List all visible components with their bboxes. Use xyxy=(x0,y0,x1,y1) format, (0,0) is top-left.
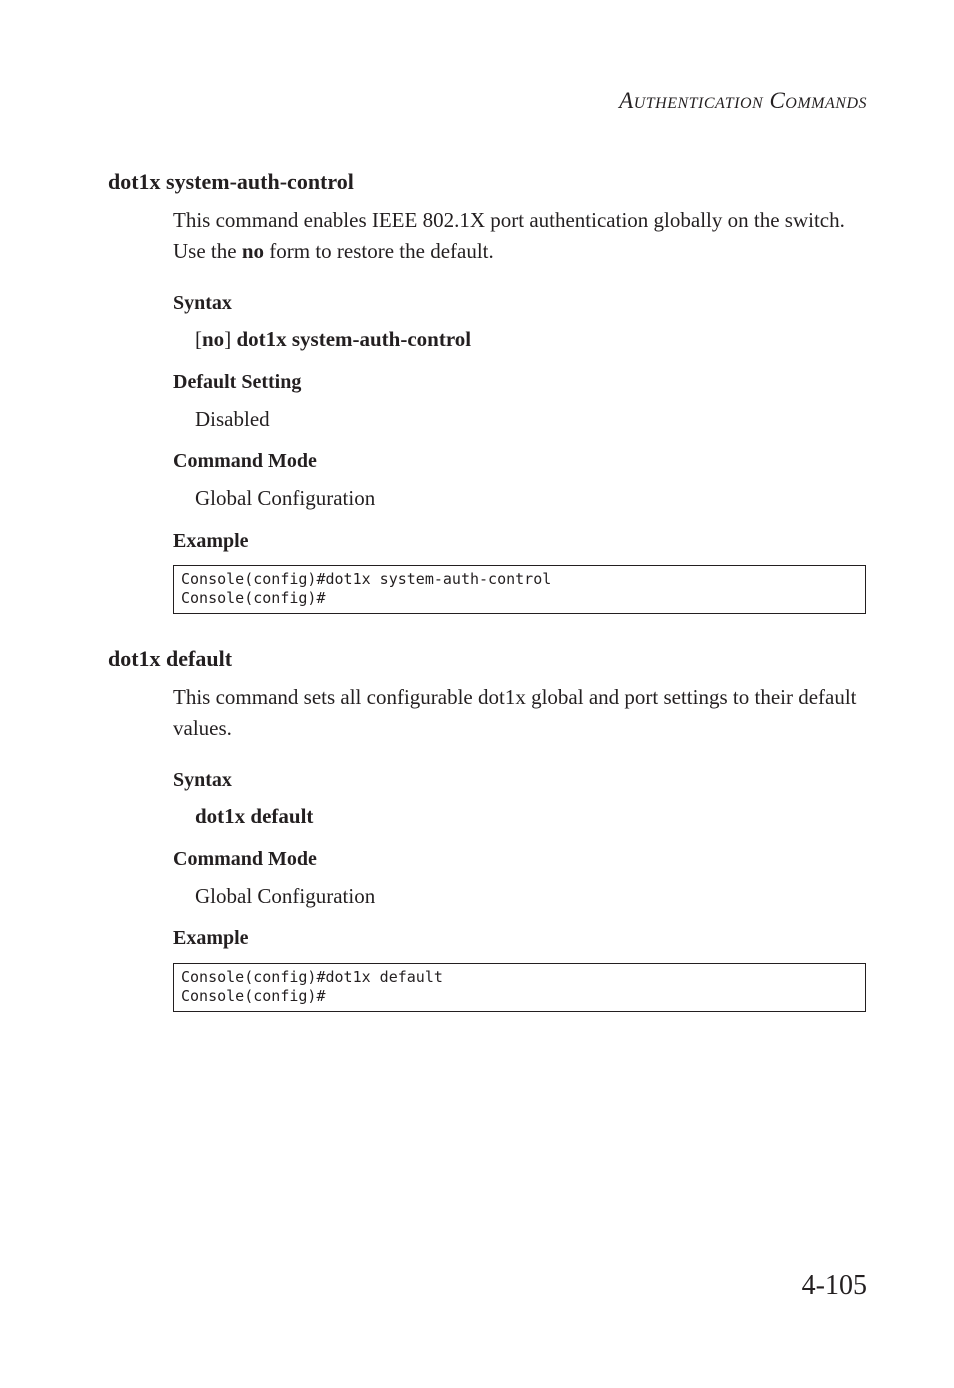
header-initial-a: A xyxy=(619,88,634,113)
section-title: dot1x default xyxy=(108,646,233,671)
code-line: Console(config)# xyxy=(181,589,326,607)
code-line: Console(config)# xyxy=(181,987,326,1005)
code-example-box xyxy=(173,565,866,614)
example-heading: Example xyxy=(173,530,249,552)
header-rest-a: UTHENTICATION xyxy=(633,95,764,112)
description-text: This command enables IEEE 802.1X port authentication globally on the switch. Use the xyxy=(173,208,845,263)
header-rest-c: OMMANDS xyxy=(785,95,867,112)
syntax-no-keyword: no xyxy=(202,327,225,351)
code-example-box xyxy=(173,963,866,1012)
code-line: Console(config)#dot1x default xyxy=(181,968,443,986)
syntax-heading: Syntax xyxy=(173,769,232,791)
syntax-command: dot1x default xyxy=(195,804,314,828)
section-description xyxy=(173,205,873,267)
code-line: Console(config)#dot1x system-auth-control xyxy=(181,570,552,588)
example-heading: Example xyxy=(173,927,249,949)
section-title: dot1x system-auth-control xyxy=(108,169,354,194)
command-mode-value: Global Configuration xyxy=(195,486,376,510)
page-number: 4-105 xyxy=(801,1270,867,1301)
description-text-end: form to restore the default. xyxy=(264,239,494,263)
syntax-line xyxy=(195,804,313,829)
default-setting-value: Disabled xyxy=(195,407,270,431)
section-description: This command sets all configurable dot1x global and port settings to their default values. xyxy=(173,685,857,740)
description-bold-keyword: no xyxy=(241,239,265,263)
running-header xyxy=(619,88,867,114)
syntax-command: dot1x system-auth-control xyxy=(236,327,472,351)
syntax-bracket-open: [ xyxy=(195,327,202,351)
command-mode-heading: Command Mode xyxy=(173,450,317,472)
default-setting-heading: Default Setting xyxy=(173,371,302,393)
header-initial-c: C xyxy=(769,88,786,113)
syntax-bracket-close: ] xyxy=(224,327,232,351)
syntax-heading: Syntax xyxy=(173,292,232,314)
command-mode-heading: Command Mode xyxy=(173,848,317,870)
syntax-line xyxy=(195,327,471,352)
command-mode-value: Global Configuration xyxy=(195,884,376,908)
